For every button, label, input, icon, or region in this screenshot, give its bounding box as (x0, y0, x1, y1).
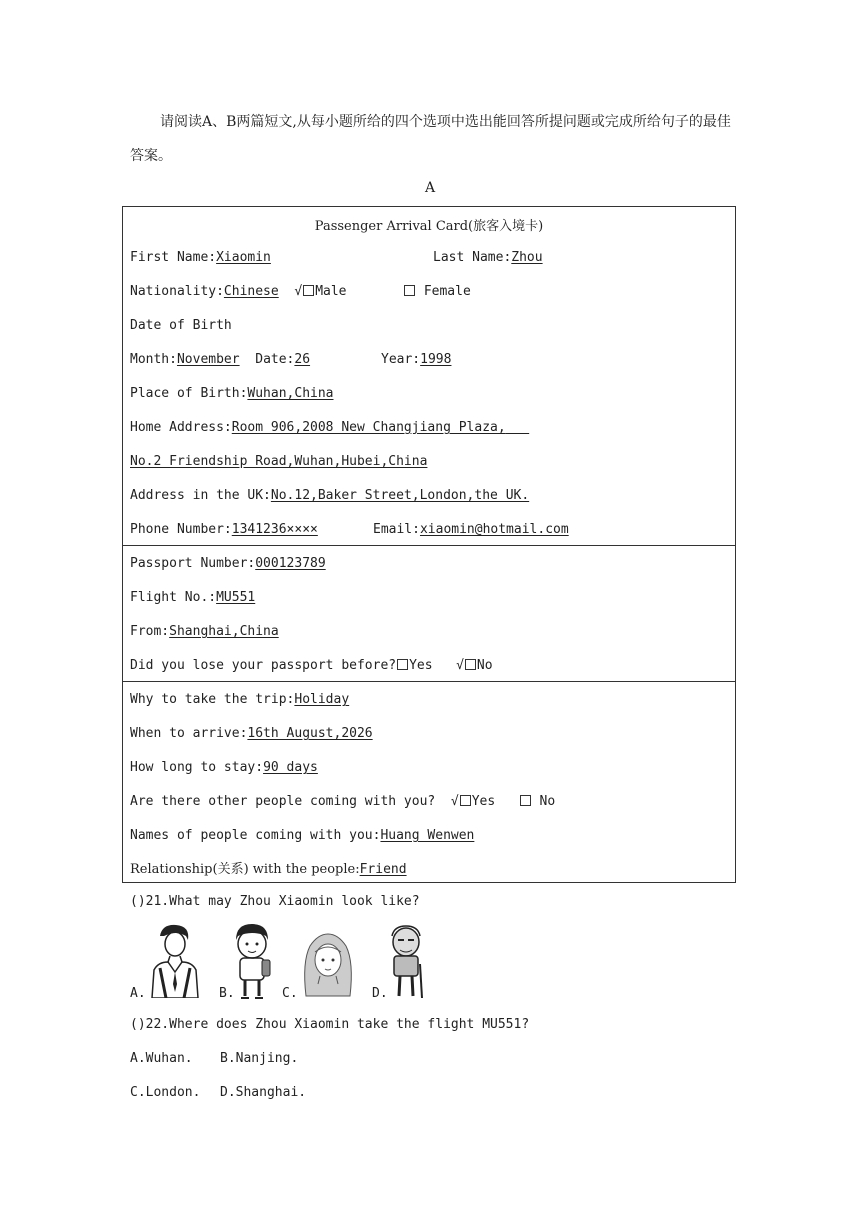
section-divider (123, 545, 735, 546)
man-in-suit-icon (146, 922, 200, 1002)
row-howlong: How long to stay:90 days (130, 760, 318, 775)
home-line1: Room 906,2008 New Changjiang Plaza, (231, 420, 506, 435)
first-name-value: Xiaomin (216, 250, 271, 265)
check-mark: √ (294, 284, 303, 299)
arrival-card (122, 206, 736, 883)
nationality-value: Chinese (223, 284, 279, 299)
q21-option-b-label: B. (219, 986, 235, 1001)
others-yes-checkbox (460, 795, 471, 806)
q21-option-d-label: D. (372, 986, 388, 1001)
question-22: ()22.Where does Zhou Xiaomin take the flight MU551? (130, 1017, 530, 1032)
when-value: 16th August,2026 (247, 726, 373, 741)
row-lost-passport: Did you lose your passport before? Yes √ No (130, 658, 493, 673)
row-when: When to arrive:16th August,2026 (130, 726, 373, 741)
year-value: 1998 (420, 352, 452, 367)
passage-label: A (424, 180, 436, 196)
q22-option-d: D.Shanghai. (220, 1085, 307, 1100)
girl-long-hair-icon (298, 932, 358, 1002)
question-21: ()21.What may Zhou Xiaomin look like? (130, 894, 420, 909)
names-value: Huang Wenwen (380, 828, 475, 843)
yes-checkbox (397, 659, 408, 670)
row-last-name: Last Name:Zhou (433, 250, 543, 265)
card-title: Passenger Arrival Card(旅客入境卡) (314, 219, 544, 234)
no-checkbox (465, 659, 476, 670)
why-value: Holiday (294, 692, 350, 707)
flight-value: MU551 (216, 590, 256, 605)
row-uk: Address in the UK:No.12,Baker Street,London,the UK. (130, 488, 530, 503)
phone-value: 1341236×××× (231, 522, 318, 537)
others-no-checkbox (520, 795, 531, 806)
last-name-value: Zhou (511, 250, 543, 265)
male-checkbox (303, 285, 314, 296)
row-why: Why to take the trip:Holiday (130, 692, 350, 707)
row-year: Year:1998 (381, 352, 452, 367)
month-value: November (176, 352, 240, 367)
email-value: xiaomin@hotmail.com (419, 522, 569, 537)
section-divider (123, 681, 735, 682)
row-female: Female (403, 283, 471, 301)
boy-with-backpack-icon (232, 922, 272, 1004)
row-home: Home Address:Room 906,2008 New Changjiang Plaza, (130, 419, 529, 437)
passport-value: 000123789 (255, 556, 326, 571)
row-others: Are there other people coming with you? √ Yes No (130, 794, 556, 809)
row-relationship: Relationship(关系) with the people:Friend (130, 862, 407, 877)
row-dob: Month:November Date:26 (130, 352, 311, 367)
row-name: First Name:Xiaomin (130, 250, 271, 265)
pob-value: Wuhan,China (247, 386, 334, 401)
q21-option-a-label: A. (130, 986, 146, 1001)
old-man-with-cane-icon (386, 924, 426, 1004)
row-pob: Place of Birth:Wuhan,China (130, 386, 334, 401)
instructions: 请阅读A、B两篇短文,从每小题所给的四个选项中选出能回答所提问题或完成所给句子的最佳答案。 (130, 114, 731, 164)
row-passport: Passport Number:000123789 (130, 556, 326, 571)
row-from: From:Shanghai,China (130, 624, 279, 639)
from-value: Shanghai,China (169, 624, 279, 639)
row-names: Names of people coming with you:Huang Wenwen (130, 828, 475, 843)
q22-option-c: C.London. (130, 1085, 201, 1100)
uk-address-value: No.12,Baker Street,London,the UK. (270, 488, 530, 503)
date-value: 26 (294, 352, 311, 367)
dob-label: Date of Birth (130, 318, 232, 333)
row-email: Email:xiaomin@hotmail.com (373, 522, 569, 537)
q22-option-b: B.Nanjing. (220, 1051, 299, 1066)
row-phone: Phone Number:1341236×××× (130, 522, 318, 537)
female-checkbox (404, 285, 415, 296)
row-home2 (130, 453, 427, 471)
q21-option-c-label: C. (282, 986, 298, 1001)
row-flight: Flight No.:MU551 (130, 590, 256, 605)
home-line2: No.2 Friendship Road,Wuhan,Hubei,China (130, 454, 428, 469)
q22-option-a: A.Wuhan. (130, 1051, 193, 1066)
relationship-value: Friend (359, 862, 407, 877)
howlong-value: 90 days (263, 760, 318, 775)
row-nationality: Nationality:Chinese √ Male (130, 284, 347, 299)
